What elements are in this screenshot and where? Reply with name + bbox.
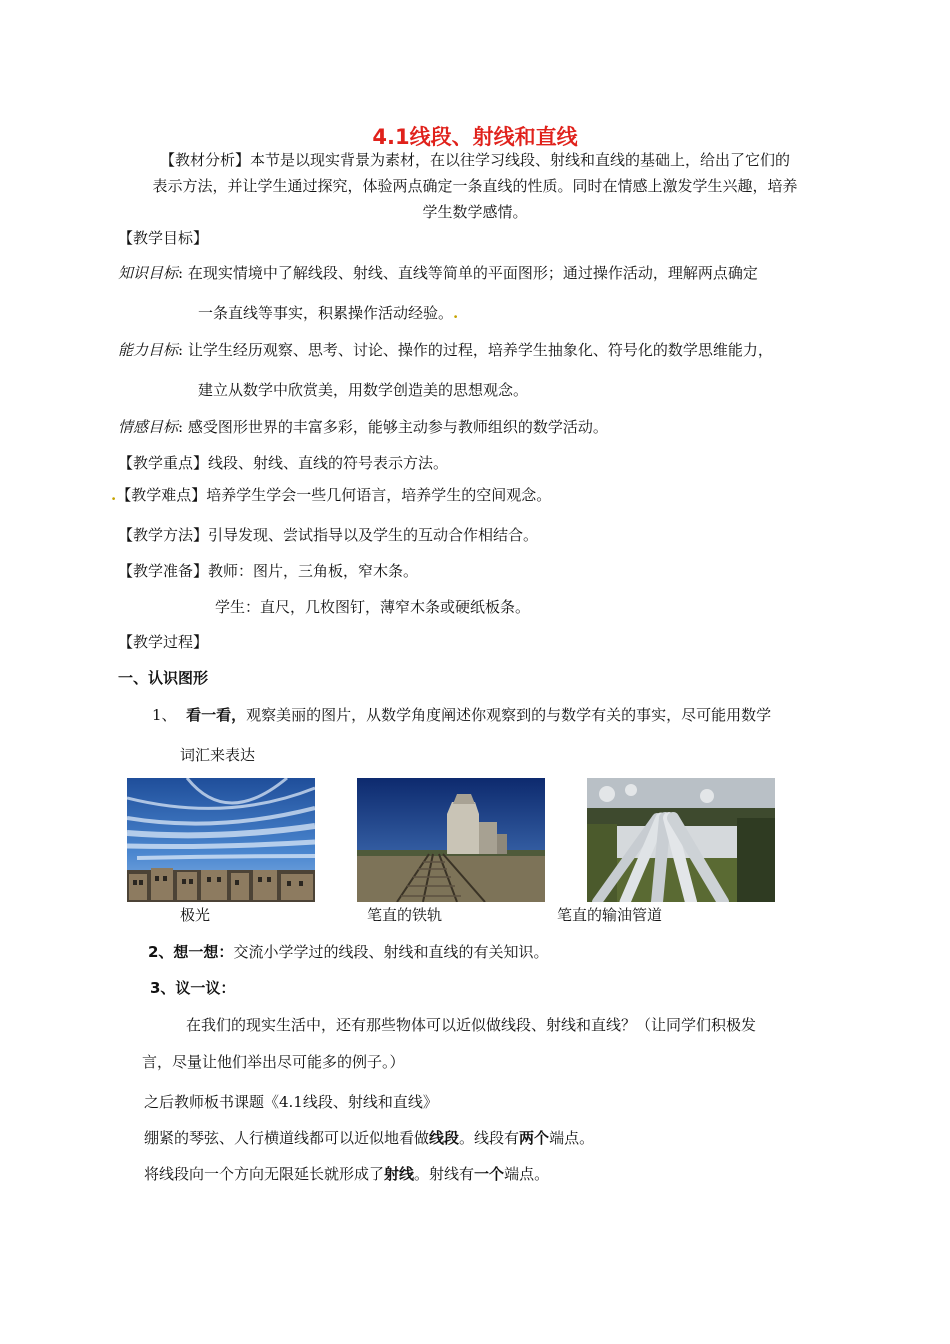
ability-goal-cont: 建立从数学中欣赏美，用数学创造美的思想观念。	[198, 381, 529, 399]
knowledge-goal-cont: 一条直线等事实，积累操作活动经验。.	[198, 304, 459, 322]
item-3-heading: 3、议一议：	[150, 979, 236, 997]
goals-heading: 【教学目标】	[118, 229, 209, 247]
segment-definition: 绷紧的琴弦、人行横道线都可以近似地看做线段。线段有两个端点。	[144, 1129, 595, 1147]
item-3-text: 在我们的现实生活中，还有那些物体可以近似做线段、射线和直线？（让同学们积极发	[186, 1016, 757, 1034]
knowledge-text: : 在现实情境中了解线段、射线、直线等简单的平面图形；通过操作活动，理解两点确定	[178, 264, 758, 282]
emotion-goal	[118, 417, 608, 437]
item-2: 2、想一想：交流小学学过的线段、射线和直线的有关知识。	[148, 943, 549, 961]
aurora-photo	[127, 778, 315, 902]
board-title: 之后教师板书课题《4.1线段、射线和直线》	[144, 1093, 438, 1111]
analysis-line-2: 表示方法，并让学生通过探究，体验两点确定一条直线的性质。同时在情感上激发学生兴趣，培养	[152, 177, 798, 195]
prep-student: 学生：直尺，几枚图钉，薄窄木条或硬纸板条。	[215, 598, 531, 616]
ability-goal	[118, 340, 773, 360]
analysis-line-1: 【教材分析】本节是以现实背景为素材，在以往学习线段、射线和直线的基础上，给出了它们的	[159, 151, 790, 169]
stray-dot: .	[453, 304, 459, 322]
railway-caption: 笔直的铁轨	[367, 906, 443, 924]
ability-text: : 让学生经历观察、思考、讨论、操作的过程，培养学生抽象化、符号化的数学思维能力，	[178, 341, 773, 359]
difficulty: .【教学难点】培养学生学会一些几何语言，培养学生的空间观念。	[111, 486, 552, 504]
railway-photo	[357, 778, 545, 902]
key-points: 【教学重点】线段、射线、直线的符号表示方法。	[118, 454, 449, 472]
ability-label: 能力目标	[118, 341, 179, 359]
section-heading: 一、认识图形	[118, 669, 209, 687]
analysis-line-3: 学生数学感情。	[422, 203, 528, 221]
pipeline-caption: 笔直的输油管道	[557, 906, 663, 924]
prep-teacher: 【教学准备】教师：图片，三角板，窄木条。	[118, 562, 419, 580]
emotion-text: : 感受图形世界的丰富多彩，能够主动参与教师组织的数学活动。	[178, 418, 608, 436]
ray-definition: 将线段向一个方向无限延长就形成了射线。射线有一个端点。	[144, 1165, 550, 1183]
knowledge-label: 知识目标	[118, 264, 179, 282]
aurora-caption: 极光	[180, 906, 211, 924]
emotion-label: 情感目标	[118, 418, 179, 436]
teaching-method: 【教学方法】引导发现、尝试指导以及学生的互动合作相结合。	[118, 526, 539, 544]
pipeline-photo	[587, 778, 775, 902]
process-heading: 【教学过程】	[118, 633, 209, 651]
item-1: 1、 看一看，观察美丽的图片，从数学角度阐述你观察到的与数学有关的事实，尽可能用数学	[152, 706, 772, 724]
item-3-cont: 言，尽量让他们举出尽可能多的例子。）	[142, 1053, 405, 1071]
item-1-cont: 词汇来表达	[180, 746, 256, 764]
stray-dot: .	[111, 486, 117, 504]
knowledge-goal	[118, 263, 758, 283]
page-title: 4.1线段、射线和直线	[372, 125, 578, 149]
